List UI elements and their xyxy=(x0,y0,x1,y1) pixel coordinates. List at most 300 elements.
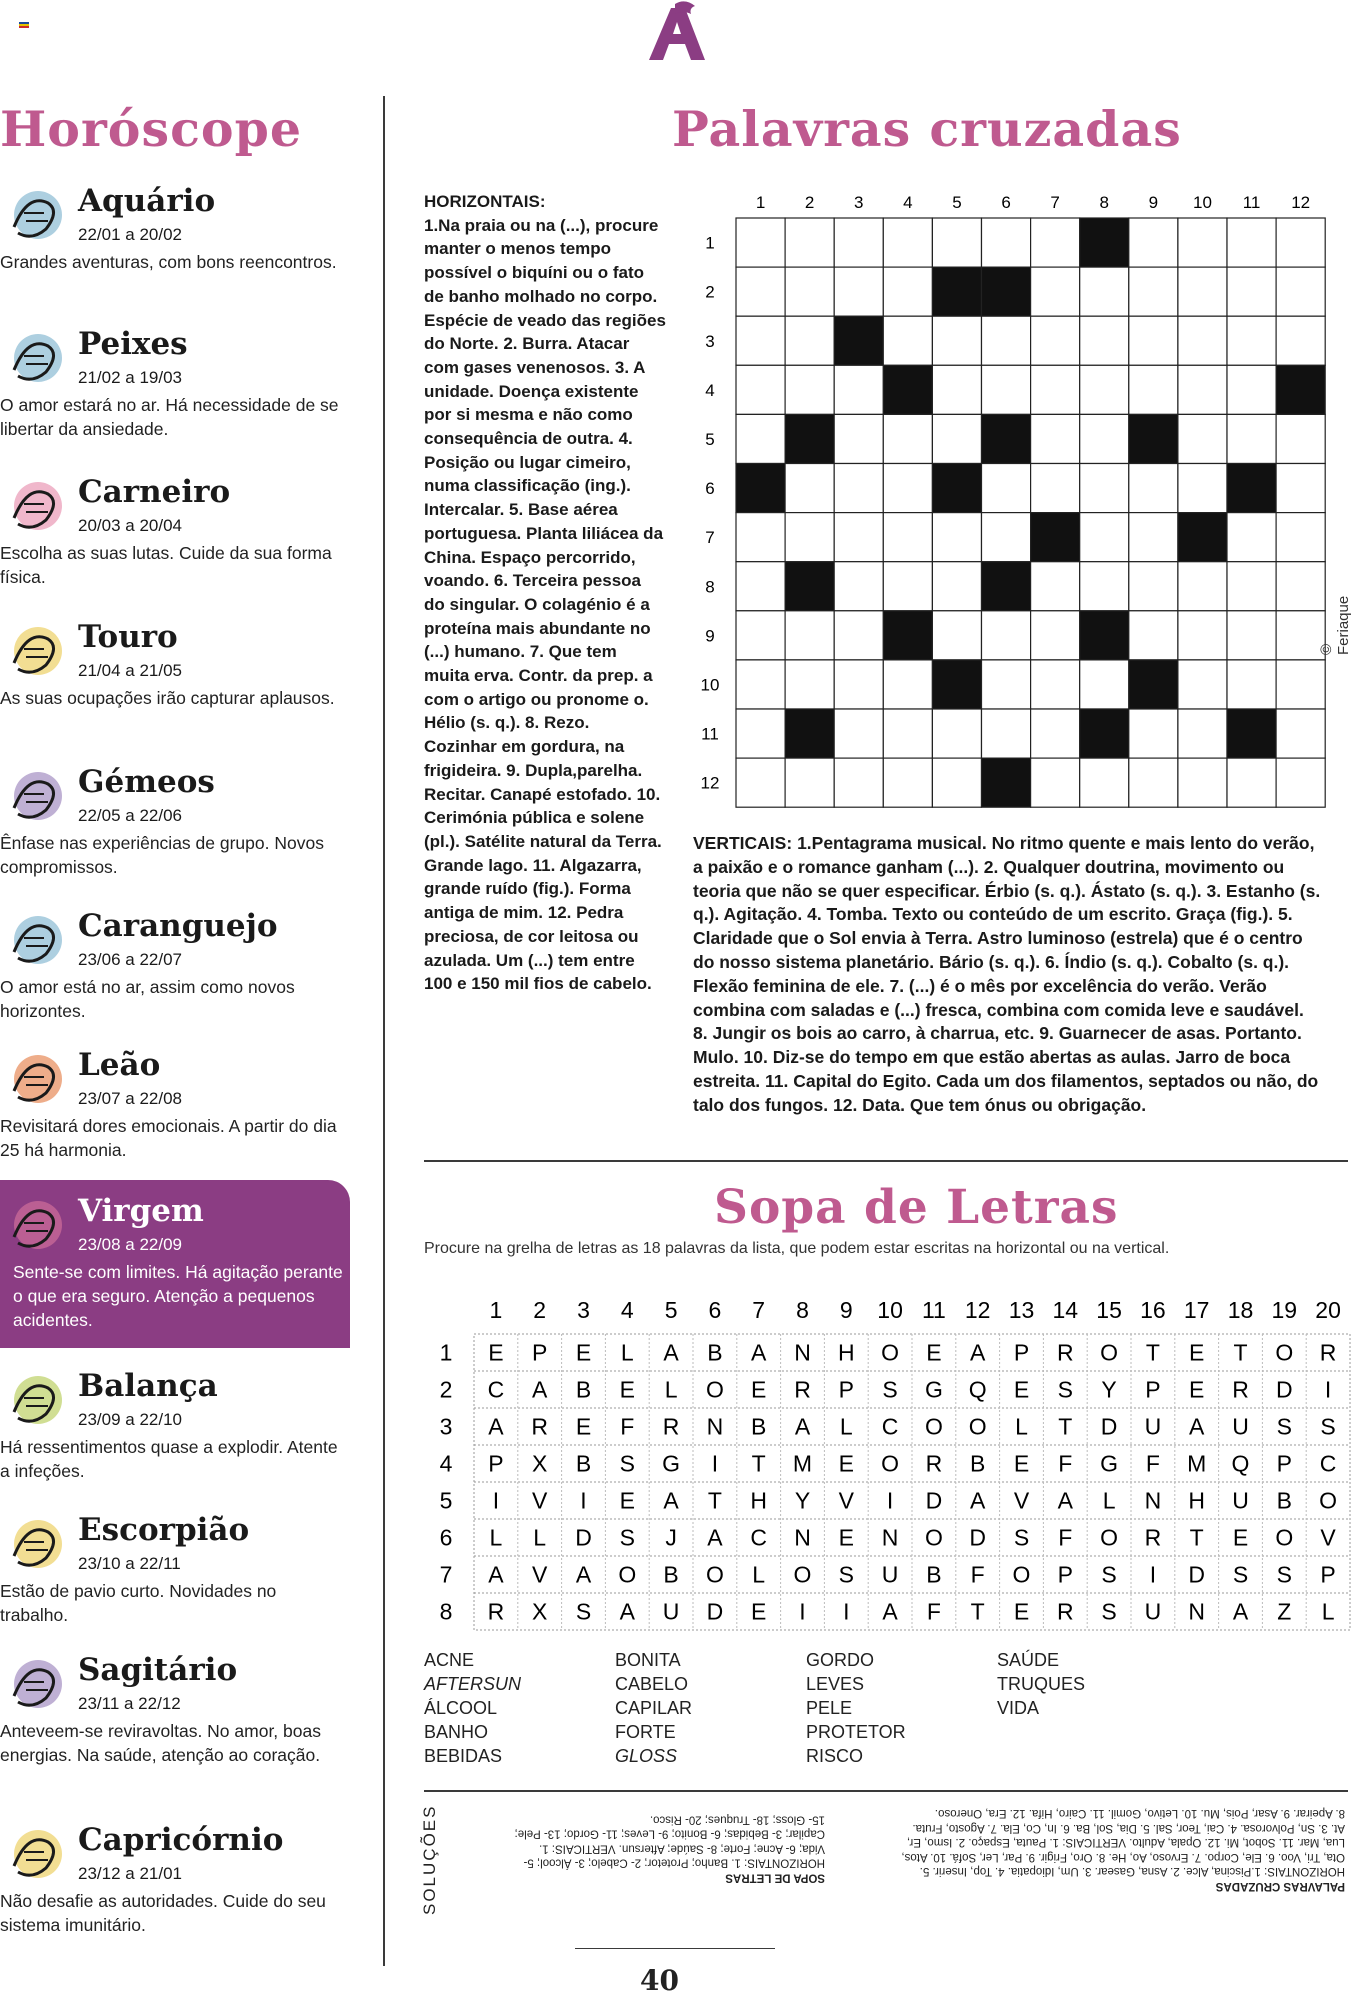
crossword-row-label: 6 xyxy=(705,479,715,499)
crossword-cell[interactable] xyxy=(1080,464,1129,513)
sopa-letter[interactable]: L xyxy=(752,1561,766,1588)
crossword-cell[interactable] xyxy=(1178,611,1227,660)
crossword-cell[interactable] xyxy=(736,611,785,660)
sopa-letter[interactable]: O xyxy=(881,1450,900,1477)
sopa-letter[interactable]: N xyxy=(794,1524,811,1551)
sopa-letter[interactable]: L xyxy=(1102,1487,1116,1514)
sopa-letter[interactable]: T xyxy=(1189,1524,1204,1551)
crossword-cell[interactable] xyxy=(883,513,932,562)
sopa-letter[interactable]: T xyxy=(1145,1339,1160,1366)
sopa-letter[interactable]: E xyxy=(488,1339,504,1366)
sopa-letter[interactable]: T xyxy=(751,1450,766,1477)
crossword-cell[interactable] xyxy=(1031,316,1080,365)
sopa-letter[interactable]: P xyxy=(838,1376,854,1403)
sopa-letter[interactable]: J xyxy=(665,1524,677,1551)
sopa-letter[interactable]: S xyxy=(619,1524,635,1551)
sopa-letter[interactable]: D xyxy=(925,1487,943,1514)
crossword-cell[interactable] xyxy=(1227,267,1276,316)
sopa-letter[interactable]: R xyxy=(925,1450,943,1477)
sopa-letter[interactable]: L xyxy=(1321,1598,1335,1625)
sopa-letter[interactable]: D xyxy=(969,1524,987,1551)
crossword-cell[interactable] xyxy=(736,758,785,807)
crossword-cell[interactable] xyxy=(1031,611,1080,660)
crossword-cell[interactable] xyxy=(1276,414,1325,463)
sopa-letter[interactable]: N xyxy=(1188,1598,1206,1625)
sopa-letter[interactable]: L xyxy=(489,1524,503,1551)
crossword-cell[interactable] xyxy=(1129,365,1178,414)
sopa-letter[interactable]: E xyxy=(619,1376,635,1403)
crossword-cell[interactable] xyxy=(834,709,883,758)
sopa-letter[interactable]: I xyxy=(1324,1376,1332,1403)
sopa-letter[interactable]: O xyxy=(618,1561,637,1588)
sopa-letter[interactable]: Y xyxy=(794,1487,811,1514)
crossword-cell[interactable] xyxy=(883,660,932,709)
crossword-cell[interactable] xyxy=(883,316,932,365)
sopa-letter[interactable]: I xyxy=(711,1450,719,1477)
sopa-letter[interactable]: I xyxy=(580,1487,587,1514)
sopa-letter[interactable]: O xyxy=(881,1339,900,1366)
crossword-cell[interactable] xyxy=(1178,414,1227,463)
sopa-letter[interactable]: N xyxy=(1144,1487,1162,1514)
crossword-cell[interactable] xyxy=(785,365,834,414)
sopa-letter[interactable]: O xyxy=(924,1413,943,1440)
sign-text: Há ressentimentos quase a explodir. Atente a infeções. xyxy=(0,1437,338,1481)
sopa-letter[interactable]: Z xyxy=(1277,1598,1292,1625)
sopa-letter[interactable]: A xyxy=(488,1413,504,1440)
sopa-letter[interactable]: S xyxy=(575,1598,592,1625)
solutions-crossword-text: HORIZONTAIS: 1.Piscina, Alce. 2. Asna, Gasear. 3. Um, Idiopatia. 4. Top, Inserir. 5. Ota, Tri, Voo. 6. Ele, Corpo. 7. Ervoso, Ao, He. 8. Oro, Frigir. 9. Par, Ler, Sofá. 10. Atos, Lua, Mar. 11. Sobot, Mi. 12. Opala, Adulto. VERTICAIS: 1. Pauta, Espaço. 2. Ismo, Er, At. 3. Sn, Polvorosa. 4. Cai, Teor, Sal. 5. Dia, Sol, Ba. 6. In, Co, Ela. 7. Agosto, Fruta. 8. Apeirar. 9. Asar, Pois, Mu. 10. Letivo, Gomil. 11. Cairo, Hifa. 12. Era, Oneroso. xyxy=(901,1807,1345,1878)
crossword-cell[interactable] xyxy=(736,562,785,611)
sopa-letter[interactable]: S xyxy=(1057,1376,1073,1403)
sopa-letter[interactable]: O xyxy=(1275,1524,1294,1551)
sopa-letter[interactable]: E xyxy=(1232,1524,1249,1551)
sopa-letter[interactable]: R xyxy=(487,1598,505,1625)
crossword-cell[interactable] xyxy=(785,218,834,267)
sopa-letter[interactable]: S xyxy=(619,1450,635,1477)
crossword-cell[interactable] xyxy=(785,758,834,807)
sopa-letter[interactable]: P xyxy=(1057,1561,1073,1588)
crossword-row-label: 9 xyxy=(705,626,715,646)
sopa-letter[interactable]: C xyxy=(750,1524,768,1551)
sopa-letter[interactable]: F xyxy=(1058,1450,1073,1477)
crossword-cell[interactable] xyxy=(736,316,785,365)
crossword-cell[interactable] xyxy=(736,267,785,316)
sopa-letter[interactable]: P xyxy=(1276,1450,1292,1477)
crossword-col-label: 10 xyxy=(1192,193,1212,212)
sopa-letter[interactable]: A xyxy=(532,1376,548,1403)
crossword-cell[interactable] xyxy=(883,267,932,316)
crossword-cell[interactable] xyxy=(883,218,932,267)
crossword-cell[interactable] xyxy=(1080,365,1129,414)
sopa-letter[interactable]: V xyxy=(532,1561,548,1588)
sopa-letter[interactable]: T xyxy=(970,1598,985,1625)
sopa-letter[interactable]: A xyxy=(619,1598,635,1625)
sopa-letter[interactable]: X xyxy=(532,1598,548,1625)
crossword-cell[interactable] xyxy=(932,758,981,807)
sopa-letter[interactable]: A xyxy=(1232,1598,1249,1625)
crossword-cell[interactable] xyxy=(1129,562,1178,611)
crossword-cell[interactable] xyxy=(982,660,1031,709)
sopa-letter[interactable]: B xyxy=(575,1376,592,1403)
sopa-letter[interactable]: M xyxy=(792,1450,813,1477)
sopa-letter[interactable]: M xyxy=(1187,1450,1207,1477)
crossword-cell[interactable] xyxy=(1178,316,1227,365)
crossword-cell[interactable] xyxy=(1031,709,1080,758)
crossword-cell[interactable] xyxy=(1178,464,1227,513)
sopa-col-label: 11 xyxy=(921,1297,946,1323)
sign-name: Balança xyxy=(78,1368,218,1404)
sopa-letter[interactable]: T xyxy=(1058,1413,1073,1440)
sopa-letter[interactable]: A xyxy=(488,1561,504,1588)
crossword-cell[interactable] xyxy=(1031,365,1080,414)
crossword-cell[interactable] xyxy=(932,611,981,660)
sopa-letter[interactable]: R xyxy=(1232,1376,1249,1403)
crossword-cell[interactable] xyxy=(785,660,834,709)
sopa-letter[interactable]: Q xyxy=(1231,1450,1250,1477)
crossword-cell[interactable] xyxy=(785,316,834,365)
crossword-cell[interactable] xyxy=(1276,218,1325,267)
crossword-cell[interactable] xyxy=(982,365,1031,414)
sopa-letter[interactable]: E xyxy=(751,1598,767,1625)
sopa-letter[interactable]: L xyxy=(839,1413,853,1440)
sopa-letter[interactable]: V xyxy=(1013,1487,1030,1514)
sopa-letter[interactable]: G xyxy=(662,1450,681,1477)
sopa-letter[interactable]: E xyxy=(1013,1450,1030,1477)
crossword-cell[interactable] xyxy=(982,709,1031,758)
sopa-letter[interactable]: L xyxy=(620,1339,634,1366)
sopa-letter[interactable]: B xyxy=(575,1450,592,1477)
crossword-cell[interactable] xyxy=(982,464,1031,513)
sopa-letter[interactable]: C xyxy=(1319,1450,1337,1477)
crossword-cell[interactable] xyxy=(834,758,883,807)
crossword-cell[interactable] xyxy=(1129,611,1178,660)
crossword-cell[interactable] xyxy=(982,316,1031,365)
sopa-letter[interactable]: D xyxy=(1188,1561,1206,1588)
crossword-cell[interactable] xyxy=(1129,267,1178,316)
sopa-letter[interactable]: A xyxy=(663,1487,679,1514)
crossword-cell[interactable] xyxy=(1080,562,1129,611)
crossword-cell[interactable] xyxy=(932,365,981,414)
sopa-letter[interactable]: B xyxy=(663,1561,679,1588)
crossword-cell[interactable] xyxy=(1031,562,1080,611)
crossword-cell[interactable] xyxy=(1031,414,1080,463)
sopa-letter[interactable]: H xyxy=(1188,1487,1206,1514)
crossword-cell[interactable] xyxy=(736,365,785,414)
sopa-letter[interactable]: U xyxy=(662,1598,680,1625)
sopa-letter[interactable]: G xyxy=(1100,1450,1119,1477)
sopa-letter[interactable]: S xyxy=(1013,1524,1030,1551)
sopa-letter[interactable]: O xyxy=(705,1376,724,1403)
sopa-letter[interactable]: A xyxy=(794,1413,811,1440)
crossword-cell[interactable] xyxy=(1276,709,1325,758)
sopa-letter[interactable]: D xyxy=(1100,1413,1118,1440)
crossword-cell[interactable] xyxy=(736,218,785,267)
crossword-cell[interactable] xyxy=(1129,316,1178,365)
crossword-cell[interactable] xyxy=(785,267,834,316)
crossword-cell[interactable] xyxy=(1276,660,1325,709)
sopa-letter[interactable]: V xyxy=(1320,1524,1336,1551)
verticais-label: VERTICAIS: xyxy=(693,833,793,853)
sopa-col-label: 15 xyxy=(1096,1297,1122,1323)
sopa-letter[interactable]: Y xyxy=(1101,1376,1117,1403)
sopa-letter[interactable]: I xyxy=(799,1598,806,1625)
sopa-letter[interactable]: R xyxy=(531,1413,549,1440)
sopa-letter[interactable]: U xyxy=(1232,1413,1249,1440)
sopa-letter[interactable]: P xyxy=(488,1450,504,1477)
crossword-cell[interactable] xyxy=(1080,513,1129,562)
crossword-cell[interactable] xyxy=(1031,267,1080,316)
sopa-letter[interactable]: S xyxy=(1232,1561,1249,1588)
sopa-letter[interactable]: O xyxy=(1100,1524,1119,1551)
sopa-letter[interactable]: A xyxy=(663,1339,679,1366)
sopa-letter[interactable]: X xyxy=(532,1450,548,1477)
sopa-letter[interactable]: E xyxy=(619,1487,635,1514)
sopa-letter[interactable]: V xyxy=(838,1487,854,1514)
sopa-letter[interactable]: A xyxy=(970,1339,986,1366)
sopa-letter[interactable]: R xyxy=(794,1376,811,1403)
sopa-letter[interactable]: E xyxy=(575,1339,592,1366)
sopa-letter[interactable]: C xyxy=(487,1376,505,1403)
crossword-cell[interactable] xyxy=(1227,513,1276,562)
sopa-letter[interactable]: U xyxy=(1144,1598,1162,1625)
sopa-letter[interactable]: B xyxy=(707,1339,723,1366)
sopa-letter[interactable]: V xyxy=(532,1487,548,1514)
sopa-col-label: 10 xyxy=(877,1297,903,1323)
sign-name: Caranguejo xyxy=(78,908,278,944)
solutions-sopa-text: HORIZONTAIS: 1. Banho; Protetor; 2- Cabelo; 3- Álcool; 5- Vida; 6- Acne; Forte; 8- Saúde; Aftersun. VERTICAIS: 1. Capilar; 3- Bebidas; 6- Bonito; 9- Leves; 11- Gordo; 13- Pele; 15- Gloss; 18- Truques; 20- Risco. xyxy=(514,1813,825,1869)
crossword-cell[interactable] xyxy=(834,365,883,414)
sopa-letter[interactable]: E xyxy=(838,1450,854,1477)
crossword-cell[interactable] xyxy=(785,513,834,562)
sopa-letter[interactable]: I xyxy=(843,1598,850,1625)
crossword-cell[interactable] xyxy=(1178,562,1227,611)
crossword-cell[interactable] xyxy=(1080,660,1129,709)
sopa-letter[interactable]: S xyxy=(1320,1413,1336,1440)
crossword-cell[interactable] xyxy=(1129,758,1178,807)
crossword-cell[interactable] xyxy=(1178,660,1227,709)
sopa-letter[interactable]: F xyxy=(620,1413,635,1440)
crossword-cell[interactable] xyxy=(883,758,932,807)
crossword-cell[interactable] xyxy=(1080,316,1129,365)
sopa-letter[interactable]: N xyxy=(794,1339,811,1366)
crossword-cell[interactable] xyxy=(834,513,883,562)
sopa-letter[interactable]: N xyxy=(881,1524,899,1551)
sopa-letter[interactable]: F xyxy=(1145,1450,1160,1477)
sopa-letter[interactable]: R xyxy=(1319,1339,1337,1366)
crossword-cell[interactable] xyxy=(1129,513,1178,562)
sopa-letter[interactable]: E xyxy=(1189,1339,1205,1366)
sopa-letter[interactable]: Q xyxy=(968,1376,987,1403)
crossword-cell[interactable] xyxy=(883,414,932,463)
sopa-letter[interactable]: P xyxy=(1145,1376,1161,1403)
crossword-cell[interactable] xyxy=(1129,218,1178,267)
crossword-cell[interactable] xyxy=(736,709,785,758)
crossword-title: Palavras cruzadas xyxy=(672,100,1182,158)
word-list-column xyxy=(806,1648,906,1768)
sopa-letter[interactable]: U xyxy=(1144,1413,1162,1440)
sopa-letter[interactable]: A xyxy=(1189,1413,1205,1440)
crossword-black-cell xyxy=(1129,414,1178,463)
sopa-col-label: 18 xyxy=(1227,1297,1254,1323)
crossword-cell[interactable] xyxy=(1129,709,1178,758)
sopa-letter[interactable]: U xyxy=(881,1561,899,1588)
sopa-letter[interactable]: H xyxy=(750,1487,768,1514)
crossword-cell[interactable] xyxy=(834,464,883,513)
crossword-cell[interactable] xyxy=(932,709,981,758)
sopa-letter[interactable]: L xyxy=(664,1376,678,1403)
crossword-cell[interactable] xyxy=(785,464,834,513)
sopa-letter[interactable]: O xyxy=(968,1413,987,1440)
crossword-cell[interactable] xyxy=(982,611,1031,660)
sopa-letter[interactable]: D xyxy=(1275,1376,1293,1403)
crossword-cell[interactable] xyxy=(1276,758,1325,807)
crossword-cell[interactable] xyxy=(883,464,932,513)
sopa-letter[interactable]: T xyxy=(1233,1339,1248,1366)
sopa-letter[interactable]: I xyxy=(492,1487,500,1514)
crossword-cell[interactable] xyxy=(1276,513,1325,562)
sopa-letter[interactable]: A xyxy=(575,1561,592,1588)
crossword-cell[interactable] xyxy=(1227,365,1276,414)
crossword-cell[interactable] xyxy=(834,414,883,463)
crossword-cell[interactable] xyxy=(736,513,785,562)
sopa-letter[interactable]: B xyxy=(751,1413,767,1440)
sopa-letter[interactable]: R xyxy=(1144,1524,1162,1551)
crossword-cell[interactable] xyxy=(1178,218,1227,267)
sopa-letter[interactable]: E xyxy=(1013,1598,1030,1625)
crossword-cell[interactable] xyxy=(1178,758,1227,807)
sopa-letter[interactable]: H xyxy=(837,1339,855,1366)
crossword-cell[interactable] xyxy=(883,562,932,611)
crossword-cell[interactable] xyxy=(932,562,981,611)
crossword-cell[interactable] xyxy=(785,611,834,660)
sopa-letter[interactable]: I xyxy=(1149,1561,1157,1588)
sopa-letter[interactable]: S xyxy=(1101,1561,1117,1588)
sopa-letter[interactable]: P xyxy=(1013,1339,1030,1366)
sopa-letter[interactable]: F xyxy=(1058,1524,1073,1551)
sopa-letter[interactable]: U xyxy=(1232,1487,1249,1514)
crossword-cell[interactable] xyxy=(1227,414,1276,463)
sopa-letter[interactable]: S xyxy=(882,1376,898,1403)
crossword-cell[interactable] xyxy=(834,660,883,709)
sopa-letter[interactable]: A xyxy=(707,1524,723,1551)
sopa-letter[interactable]: R xyxy=(662,1413,680,1440)
sopa-letter[interactable]: E xyxy=(1189,1376,1205,1403)
crossword-cell[interactable] xyxy=(1031,218,1080,267)
sopa-letter[interactable]: E xyxy=(751,1376,767,1403)
crossword-cell[interactable] xyxy=(932,513,981,562)
crossword-cell[interactable] xyxy=(1178,709,1227,758)
crossword-cell[interactable] xyxy=(1031,660,1080,709)
sopa-letter[interactable]: D xyxy=(706,1598,724,1625)
sopa-letter[interactable]: R xyxy=(1056,1339,1074,1366)
sopa-letter[interactable]: F xyxy=(970,1561,985,1588)
sopa-letter[interactable]: B xyxy=(970,1450,986,1477)
sopa-letter[interactable]: E xyxy=(838,1524,854,1551)
sopa-letter[interactable]: S xyxy=(1276,1561,1292,1588)
crossword-cell[interactable] xyxy=(932,414,981,463)
sopa-letter[interactable]: O xyxy=(1319,1487,1338,1514)
sopa-letter[interactable]: B xyxy=(926,1561,942,1588)
sopa-letter[interactable]: S xyxy=(1101,1598,1117,1625)
sopa-letter[interactable]: O xyxy=(924,1524,943,1551)
sopa-letter[interactable]: E xyxy=(575,1413,592,1440)
crossword-cell[interactable] xyxy=(736,660,785,709)
column-divider xyxy=(383,96,385,1966)
crossword-cell[interactable] xyxy=(1276,316,1325,365)
sopa-letter[interactable]: O xyxy=(1275,1339,1294,1366)
sopa-letter[interactable]: E xyxy=(1013,1376,1030,1403)
crossword-cell[interactable] xyxy=(982,218,1031,267)
sopa-letter[interactable]: O xyxy=(1012,1561,1031,1588)
sopa-letter[interactable]: C xyxy=(881,1413,899,1440)
sopa-row-label: 1 xyxy=(439,1339,453,1366)
sopa-letter[interactable]: O xyxy=(793,1561,812,1588)
crossword-cell[interactable] xyxy=(1178,365,1227,414)
sign-name: Sagitário xyxy=(78,1652,238,1688)
crossword-cell[interactable] xyxy=(932,218,981,267)
crossword-cell[interactable] xyxy=(1080,267,1129,316)
sopa-letter[interactable]: P xyxy=(532,1339,548,1366)
sopa-letter[interactable]: B xyxy=(1276,1487,1292,1514)
crossword-cell[interactable] xyxy=(1227,758,1276,807)
word-list-item: CABELO xyxy=(615,1674,689,1694)
crossword-cell[interactable] xyxy=(834,218,883,267)
crossword-cell[interactable] xyxy=(1276,464,1325,513)
crossword-cell[interactable] xyxy=(1080,414,1129,463)
crossword-cell[interactable] xyxy=(736,414,785,463)
crossword-cell[interactable] xyxy=(1227,218,1276,267)
sopa-letter[interactable]: R xyxy=(1056,1598,1074,1625)
sopa-letter[interactable]: P xyxy=(1320,1561,1336,1588)
sopa-letter[interactable]: D xyxy=(575,1524,592,1551)
crossword-cell[interactable] xyxy=(1227,562,1276,611)
sopa-letter[interactable]: N xyxy=(706,1413,724,1440)
sopa-letter[interactable]: T xyxy=(707,1487,722,1514)
crossword-cell[interactable] xyxy=(834,267,883,316)
crossword-cell[interactable] xyxy=(1031,464,1080,513)
crossword-cell[interactable] xyxy=(834,611,883,660)
sopa-letter[interactable]: S xyxy=(1276,1413,1292,1440)
crossword-cell[interactable] xyxy=(1227,660,1276,709)
sopa-letter[interactable]: O xyxy=(705,1561,724,1588)
crossword-cell[interactable] xyxy=(982,513,1031,562)
sopa-letter[interactable]: I xyxy=(886,1487,894,1514)
sopa-letter[interactable]: G xyxy=(924,1376,943,1403)
crossword-cell[interactable] xyxy=(1227,316,1276,365)
sopa-letter[interactable]: A xyxy=(882,1598,898,1625)
crossword-cell[interactable] xyxy=(1129,464,1178,513)
sopa-letter[interactable]: F xyxy=(926,1598,941,1625)
crossword-cell[interactable] xyxy=(1227,611,1276,660)
crossword-cell[interactable] xyxy=(883,709,932,758)
sopa-letter[interactable]: A xyxy=(970,1487,986,1514)
sign-text: Não desafie as autoridades. Cuide do seu sistema imunitário. xyxy=(0,1891,326,1935)
crossword-cell[interactable] xyxy=(1276,267,1325,316)
sopa-letter[interactable]: S xyxy=(838,1561,854,1588)
crossword-cell[interactable] xyxy=(834,562,883,611)
sopa-letter[interactable]: E xyxy=(926,1339,942,1366)
sopa-letter[interactable]: L xyxy=(1015,1413,1028,1440)
crossword-cell[interactable] xyxy=(932,316,981,365)
sopa-letter[interactable]: L xyxy=(533,1524,547,1551)
sopa-letter[interactable]: A xyxy=(751,1339,767,1366)
crossword-cell[interactable] xyxy=(1080,758,1129,807)
sopa-letter[interactable]: A xyxy=(1057,1487,1073,1514)
crossword-cell[interactable] xyxy=(1031,758,1080,807)
sopa-letter[interactable]: O xyxy=(1100,1339,1119,1366)
word-list-item: LEVES xyxy=(806,1674,865,1694)
crossword-cell[interactable] xyxy=(1178,267,1227,316)
